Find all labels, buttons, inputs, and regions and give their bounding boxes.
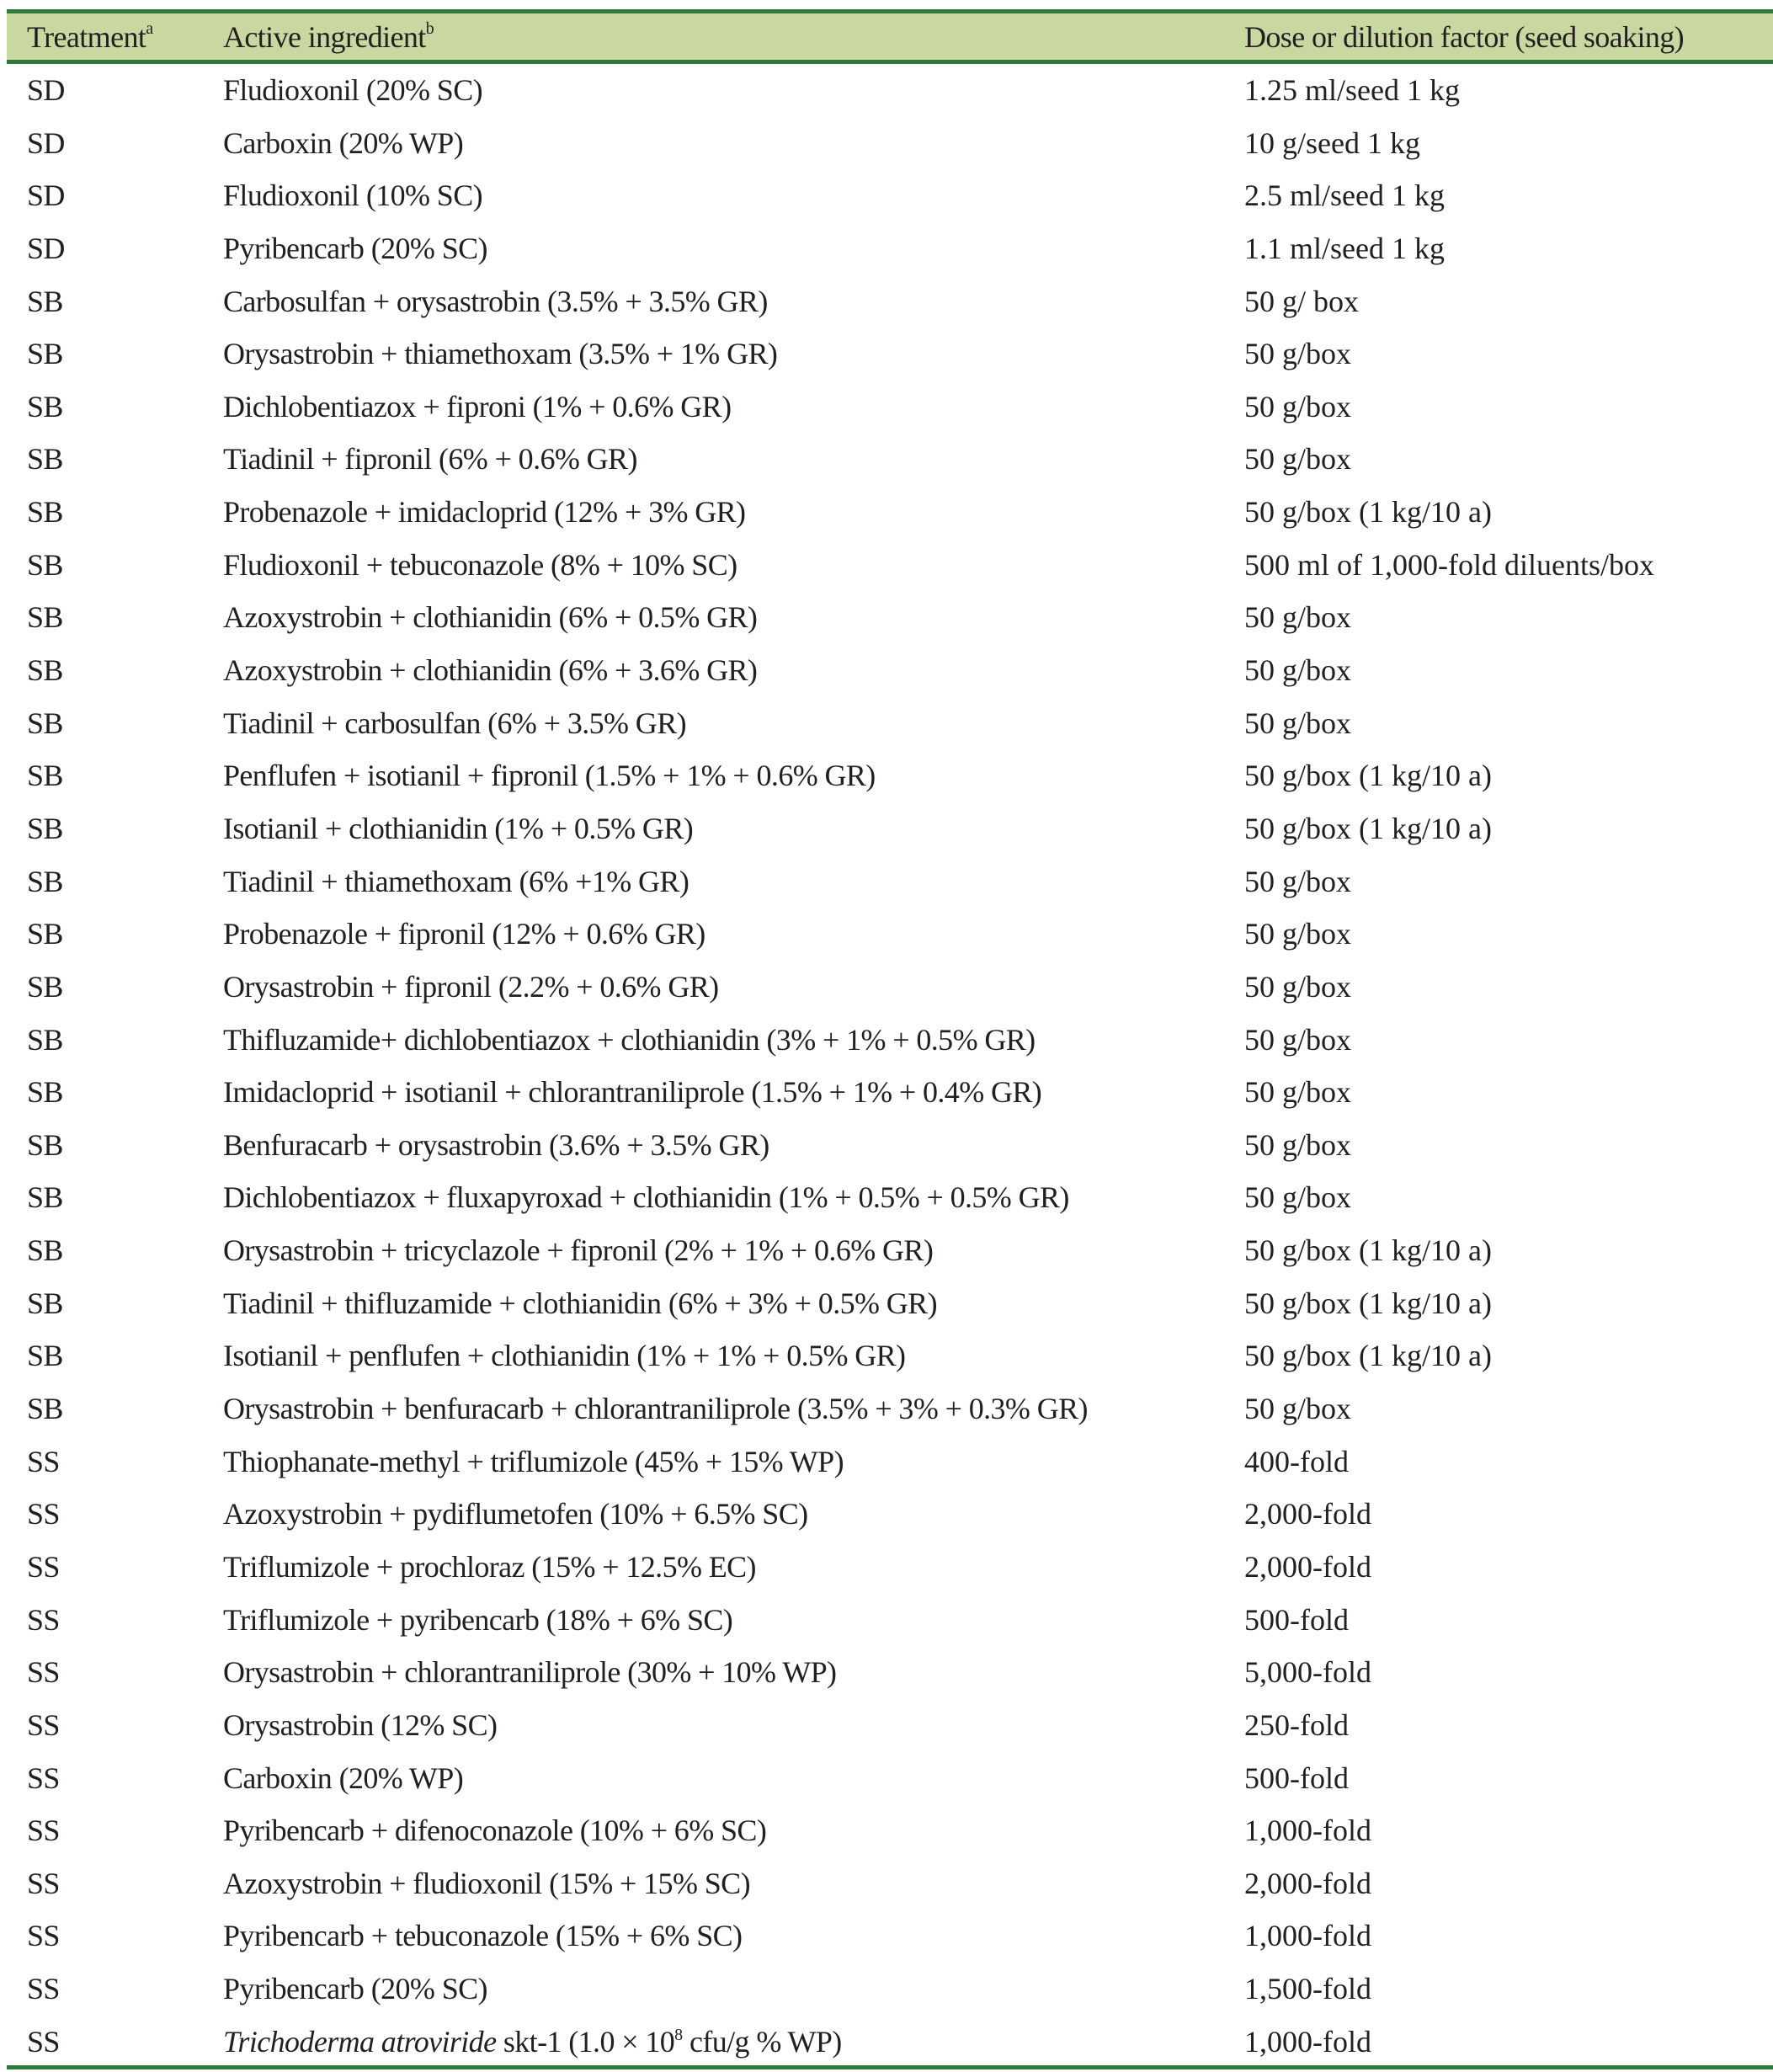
table-bottom-rule bbox=[7, 2065, 1773, 2069]
cell-dose: 50 g/box (1 kg/10 a) bbox=[1244, 811, 1492, 845]
table-body bbox=[0, 64, 1773, 2068]
cell-treatment: SB bbox=[27, 495, 63, 530]
cell-treatment: SS bbox=[27, 1919, 60, 1953]
cell-dose: 50 g/ box bbox=[1244, 284, 1360, 318]
exponent: 8 bbox=[674, 2025, 683, 2044]
cell-treatment: SS bbox=[27, 1549, 60, 1584]
table-row bbox=[0, 64, 1773, 117]
table-row bbox=[0, 117, 1773, 170]
table-row bbox=[0, 486, 1773, 539]
table-row bbox=[0, 222, 1773, 275]
cell-dose: 1,000-fold bbox=[1244, 1919, 1371, 1953]
table-row bbox=[0, 381, 1773, 434]
cell-dose: 2,000-fold bbox=[1244, 1866, 1371, 1900]
cell-dose: 50 g/box bbox=[1244, 1127, 1352, 1162]
cell-active-ingredient: Pyribencarb + tebuconazole (15% + 6% SC) bbox=[223, 1919, 743, 1953]
cell-treatment: SD bbox=[27, 231, 65, 265]
cell-active-ingredient: Dichlobentiazox + fluxapyroxad + clothianidin (1% + 0.5% + 0.5% GR) bbox=[223, 1180, 1069, 1215]
cell-dose: 250-fold bbox=[1244, 1707, 1349, 1742]
cell-active-ingredient: Orysastrobin + benfuracarb + chlorantraniliprole (3.5% + 3% + 0.3% GR) bbox=[223, 1392, 1088, 1426]
cell-treatment: SS bbox=[27, 1707, 60, 1742]
cell-dose: 50 g/box (1 kg/10 a) bbox=[1244, 1233, 1492, 1268]
table-row bbox=[0, 644, 1773, 697]
table-row bbox=[0, 1910, 1773, 1963]
cell-treatment: SB bbox=[27, 1339, 63, 1373]
cell-dose: 50 g/box bbox=[1244, 969, 1352, 1004]
cell-active-ingredient: Fludioxonil (10% SC) bbox=[223, 178, 483, 213]
cell-active-ingredient: Probenazole + fipronil (12% + 0.6% GR) bbox=[223, 917, 705, 951]
cell-treatment: SB bbox=[27, 1286, 63, 1320]
table-row bbox=[0, 539, 1773, 592]
cell-dose: 50 g/box (1 kg/10 a) bbox=[1244, 1286, 1492, 1320]
table-row bbox=[0, 1594, 1773, 1647]
footnote-marker-a: a bbox=[146, 19, 153, 38]
cell-active-ingredient: Isotianil + penflufen + clothianidin (1% + 1% + 0.5% GR) bbox=[223, 1339, 906, 1373]
cell-treatment: SS bbox=[27, 1814, 60, 1848]
cell-active-ingredient: Orysastrobin (12% SC) bbox=[223, 1707, 498, 1742]
cell-dose: 50 g/box bbox=[1244, 600, 1352, 635]
cell-treatment: SB bbox=[27, 389, 63, 423]
table-row bbox=[0, 1752, 1773, 1805]
cell-active-ingredient: Pyribencarb + difenoconazole (10% + 6% SC) bbox=[223, 1814, 767, 1848]
table-row bbox=[0, 591, 1773, 644]
cell-treatment: SS bbox=[27, 2024, 60, 2059]
cell-dose: 50 g/box bbox=[1244, 1180, 1352, 1215]
table-row bbox=[0, 908, 1773, 961]
cell-treatment: SS bbox=[27, 1972, 60, 2006]
cell-treatment: SS bbox=[27, 1602, 60, 1637]
species-name: Trichoderma atroviride bbox=[223, 2024, 497, 2059]
cell-active-ingredient: Tiadinil + thiamethoxam (6% +1% GR) bbox=[223, 864, 690, 898]
cell-treatment: SB bbox=[27, 917, 63, 951]
table-row bbox=[0, 749, 1773, 802]
table-row bbox=[0, 1277, 1773, 1330]
cell-active-ingredient: Probenazole + imidacloprid (12% + 3% GR) bbox=[223, 495, 746, 530]
cell-treatment: SB bbox=[27, 1180, 63, 1215]
cell-dose: 50 g/box bbox=[1244, 706, 1352, 740]
cell-dose: 50 g/box bbox=[1244, 442, 1352, 477]
cell-dose: 2,000-fold bbox=[1244, 1497, 1371, 1531]
cell-active-ingredient: Imidacloprid + isotianil + chlorantraniliprole (1.5% + 1% + 0.4% GR) bbox=[223, 1075, 1042, 1110]
table-row bbox=[0, 1382, 1773, 1435]
cell-treatment: SB bbox=[27, 759, 63, 793]
table-row bbox=[0, 961, 1773, 1014]
table-row bbox=[0, 697, 1773, 750]
cell-active-ingredient: Penflufen + isotianil + fipronil (1.5% + 1% + 0.6% GR) bbox=[223, 759, 876, 793]
cell-active-ingredient: Tiadinil + carbosulfan (6% + 3.5% GR) bbox=[223, 706, 687, 740]
table-row bbox=[0, 328, 1773, 381]
cell-treatment: SB bbox=[27, 653, 63, 688]
table-row bbox=[0, 1699, 1773, 1752]
cell-active-ingredient: Fludioxonil (20% SC) bbox=[223, 73, 483, 107]
cell-dose: 400-fold bbox=[1244, 1444, 1349, 1478]
cell-active-ingredient: Orysastrobin + chlorantraniliprole (30% + 10% WP) bbox=[223, 1655, 837, 1690]
cell-treatment: SD bbox=[27, 73, 65, 107]
cell-dose: 50 g/box bbox=[1244, 653, 1352, 688]
table-row bbox=[0, 1963, 1773, 2016]
cell-dose: 50 g/box bbox=[1244, 1075, 1352, 1110]
cell-dose: 500-fold bbox=[1244, 1602, 1349, 1637]
cell-active-ingredient: Carboxin (20% WP) bbox=[223, 1760, 464, 1795]
table-row bbox=[0, 1119, 1773, 1172]
table-row bbox=[0, 1435, 1773, 1489]
cell-treatment: SB bbox=[27, 442, 63, 477]
cell-active-ingredient: Benfuracarb + orysastrobin (3.6% + 3.5% GR) bbox=[223, 1127, 769, 1162]
cell-dose: 1,000-fold bbox=[1244, 2024, 1371, 2059]
cell-dose: 50 g/box bbox=[1244, 917, 1352, 951]
table-row bbox=[0, 802, 1773, 855]
cell-treatment: SB bbox=[27, 1233, 63, 1268]
table-row bbox=[0, 1171, 1773, 1224]
table-row bbox=[0, 1014, 1773, 1067]
cell-active-ingredient: Orysastrobin + thiamethoxam (3.5% + 1% GR) bbox=[223, 337, 778, 371]
cell-treatment: SB bbox=[27, 337, 63, 371]
table-row bbox=[0, 1488, 1773, 1541]
table-row bbox=[0, 433, 1773, 486]
cell-active-ingredient: Azoxystrobin + pydiflumetofen (10% + 6.5% SC) bbox=[223, 1497, 808, 1531]
cell-treatment: SB bbox=[27, 284, 63, 318]
cell-treatment: SB bbox=[27, 1392, 63, 1426]
cell-dose: 500 ml of 1,000-fold diluents/box bbox=[1244, 547, 1654, 582]
cell-treatment: SS bbox=[27, 1760, 60, 1795]
cell-treatment: SB bbox=[27, 811, 63, 845]
cell-active-ingredient: Pyribencarb (20% SC) bbox=[223, 1972, 487, 2006]
cell-treatment: SD bbox=[27, 178, 65, 213]
cell-treatment: SB bbox=[27, 864, 63, 898]
cell-treatment: SS bbox=[27, 1866, 60, 1900]
cell-dose: 1.25 ml/seed 1 kg bbox=[1244, 73, 1460, 107]
cell-treatment: SB bbox=[27, 1127, 63, 1162]
table-row bbox=[0, 1541, 1773, 1594]
cell-dose: 1.1 ml/seed 1 kg bbox=[1244, 231, 1445, 265]
cell-treatment: SS bbox=[27, 1497, 60, 1531]
cell-active-ingredient: Thifluzamide+ dichlobentiazox + clothianidin (3% + 1% + 0.5% GR) bbox=[223, 1022, 1036, 1057]
cell-treatment: SB bbox=[27, 706, 63, 740]
cell-treatment: SD bbox=[27, 125, 65, 160]
table-row bbox=[0, 169, 1773, 222]
cell-active-ingredient: Orysastrobin + fipronil (2.2% + 0.6% GR) bbox=[223, 969, 719, 1004]
cell-treatment: SB bbox=[27, 547, 63, 582]
cell-dose: 500-fold bbox=[1244, 1760, 1349, 1795]
cell-dose: 50 g/box (1 kg/10 a) bbox=[1244, 1339, 1492, 1373]
cell-dose: 50 g/box bbox=[1244, 864, 1352, 898]
table-row bbox=[0, 2016, 1773, 2069]
cell-treatment: SB bbox=[27, 600, 63, 635]
header-dose: Dose or dilution factor (seed soaking) bbox=[1244, 20, 1685, 54]
table-row bbox=[0, 1329, 1773, 1382]
cell-active-ingredient: Thiophanate-methyl + triflumizole (45% + 15% WP) bbox=[223, 1444, 844, 1478]
formulation-text: cfu/g % WP) bbox=[682, 2024, 842, 2059]
table-row bbox=[0, 1224, 1773, 1277]
table-row bbox=[0, 855, 1773, 908]
cell-dose: 1,000-fold bbox=[1244, 1814, 1371, 1848]
cell-active-ingredient: Tiadinil + fipronil (6% + 0.6% GR) bbox=[223, 442, 637, 477]
cell-active-ingredient: Dichlobentiazox + fiproni (1% + 0.6% GR) bbox=[223, 389, 732, 423]
header-active-ingredient: Active ingredient$^b$ bbox=[223, 19, 434, 54]
table-row bbox=[0, 1804, 1773, 1857]
cell-active-ingredient: Carboxin (20% WP) bbox=[223, 125, 464, 160]
cell-treatment: SS bbox=[27, 1655, 60, 1690]
footnote-marker-b: b bbox=[425, 19, 434, 38]
cell-treatment: SS bbox=[27, 1444, 60, 1478]
strain-text: skt-1 (1.0 × 10 bbox=[496, 2024, 675, 2059]
cell-active-ingredient: Tiadinil + thifluzamide + clothianidin (6% + 3% + 0.5% GR) bbox=[223, 1286, 937, 1320]
cell-active-ingredient: Carbosulfan + orysastrobin (3.5% + 3.5% GR) bbox=[223, 284, 768, 318]
cell-dose: 50 g/box bbox=[1244, 1022, 1352, 1057]
cell-active-ingredient: Azoxystrobin + clothianidin (6% + 0.5% GR) bbox=[223, 600, 758, 635]
cell-active-ingredient: Orysastrobin + tricyclazole + fipronil (2% + 1% + 0.6% GR) bbox=[223, 1233, 934, 1268]
cell-active-ingredient: Triflumizole + pyribencarb (18% + 6% SC) bbox=[223, 1602, 733, 1637]
cell-dose: 50 g/box bbox=[1244, 337, 1352, 371]
cell-active-ingredient bbox=[223, 2016, 842, 2069]
cell-dose: 1,500-fold bbox=[1244, 1972, 1371, 2006]
cell-dose: 2.5 ml/seed 1 kg bbox=[1244, 178, 1445, 213]
cell-dose: 50 g/box (1 kg/10 a) bbox=[1244, 495, 1492, 530]
cell-active-ingredient: Fludioxonil + tebuconazole (8% + 10% SC) bbox=[223, 547, 737, 582]
cell-active-ingredient: Azoxystrobin + clothianidin (6% + 3.6% GR) bbox=[223, 653, 758, 688]
cell-dose: 2,000-fold bbox=[1244, 1549, 1371, 1584]
cell-active-ingredient: Azoxystrobin + fludioxonil (15% + 15% SC) bbox=[223, 1866, 750, 1900]
cell-treatment: SB bbox=[27, 1075, 63, 1110]
cell-dose: 50 g/box bbox=[1244, 1392, 1352, 1426]
table-row bbox=[0, 1646, 1773, 1699]
cell-treatment: SB bbox=[27, 969, 63, 1004]
cell-active-ingredient: Isotianil + clothianidin (1% + 0.5% GR) bbox=[223, 811, 694, 845]
table-row bbox=[0, 1857, 1773, 1910]
cell-dose: 5,000-fold bbox=[1244, 1655, 1371, 1690]
table-row bbox=[0, 1066, 1773, 1119]
cell-treatment: SB bbox=[27, 1022, 63, 1057]
header-treatment: Treatment$^a$ bbox=[27, 19, 153, 54]
cell-active-ingredient: Pyribencarb (20% SC) bbox=[223, 231, 487, 265]
table-row bbox=[0, 275, 1773, 328]
cell-dose: 10 g/seed 1 kg bbox=[1244, 125, 1420, 160]
cell-active-ingredient: Triflumizole + prochloraz (15% + 12.5% EC) bbox=[223, 1549, 756, 1584]
cell-dose: 50 g/box bbox=[1244, 389, 1352, 423]
cell-dose: 50 g/box (1 kg/10 a) bbox=[1244, 759, 1492, 793]
